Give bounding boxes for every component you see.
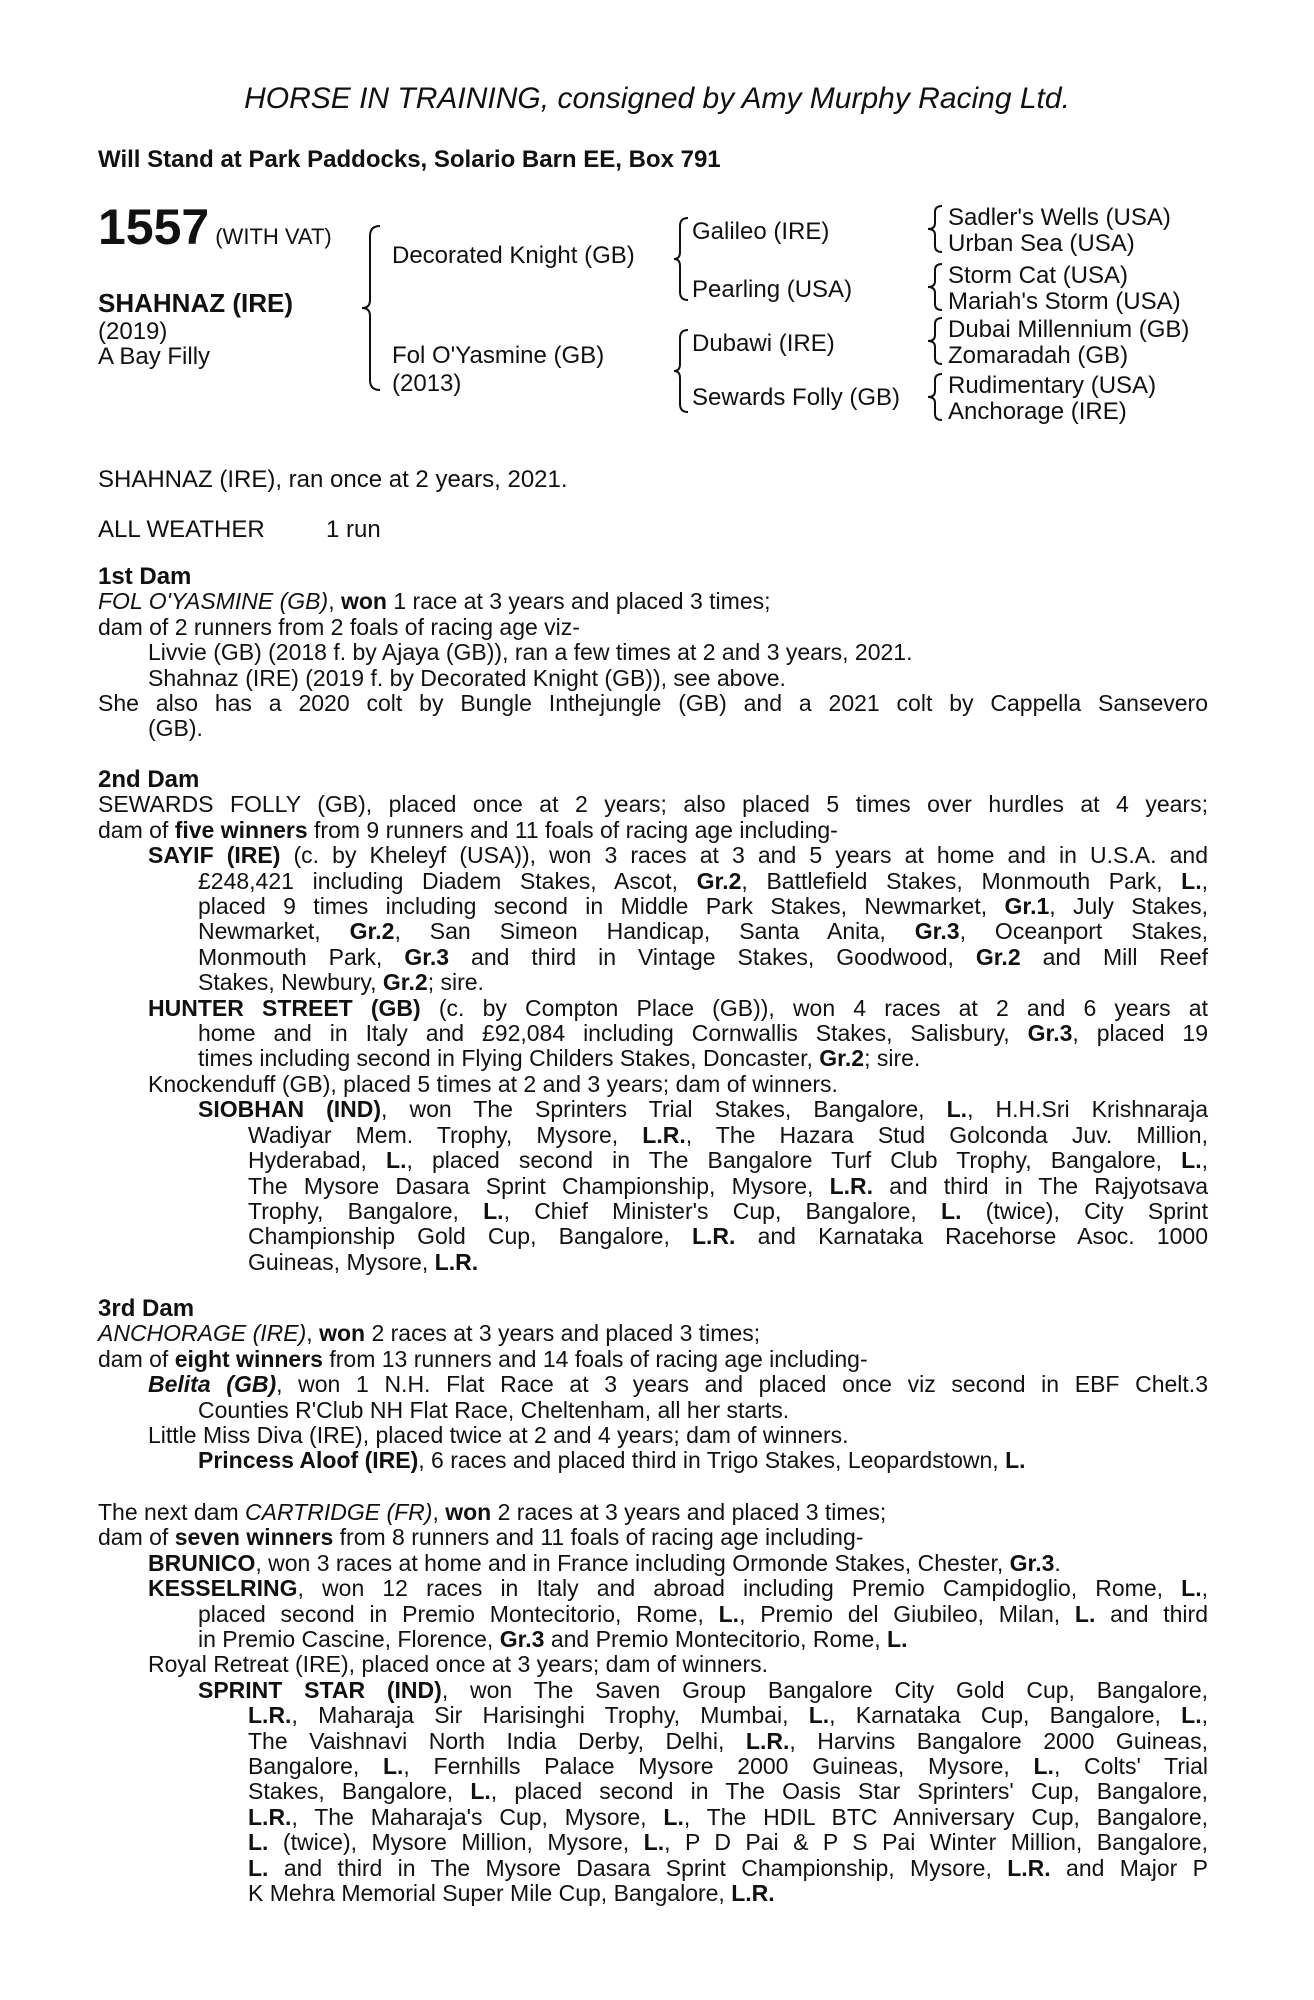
sprint-star-line-2 bbox=[98, 1703, 1208, 1728]
winners-count: eight winners bbox=[174, 1345, 323, 1372]
text: , placed 19 bbox=[1072, 1020, 1208, 1047]
text: (c. by Kheleyf (USA)), won 3 races at 3 and 5 years at home and in U.S.A. and bbox=[280, 842, 1208, 869]
third-dam-title: 3rd Dam bbox=[98, 1295, 195, 1322]
grade: L. bbox=[1033, 1753, 1054, 1780]
hunter-line bbox=[98, 996, 1208, 1021]
grade: Gr.3 bbox=[1009, 1549, 1055, 1576]
text: from 13 runners and 14 foals of racing age including- bbox=[322, 1345, 868, 1372]
second-dam-produce-intro bbox=[98, 818, 1208, 843]
text: ; sire. bbox=[427, 969, 484, 996]
text: (twice), Mysore Million, Mysore, bbox=[268, 1829, 644, 1856]
text: placed second in Premio Montecitorio, Rome, bbox=[198, 1600, 719, 1627]
grade: L.R. bbox=[829, 1172, 874, 1199]
little-miss-diva-line: Little Miss Diva (IRE), placed twice at 2 and 4 years; dam of winners. bbox=[148, 1422, 849, 1449]
grade: L. bbox=[1005, 1447, 1026, 1474]
pedigree-dam-year: (2013) bbox=[392, 370, 462, 397]
winners-count: seven winners bbox=[174, 1524, 334, 1551]
pedigree-sire-dam: Pearling (USA) bbox=[692, 276, 853, 303]
text: , bbox=[306, 1320, 320, 1347]
brunico-line bbox=[98, 1551, 1208, 1576]
text: The Vaishnavi North India Derby, Delhi, bbox=[248, 1727, 746, 1754]
text: and third in Vintage Stakes, Goodwood, bbox=[449, 943, 976, 970]
text: , Colts' Trial bbox=[1053, 1753, 1209, 1780]
grade: L. bbox=[663, 1803, 684, 1830]
text: and Mill Reef bbox=[1020, 943, 1208, 970]
text: placed 9 times including second in Middle Park Stakes, Newmarket, bbox=[198, 893, 1005, 920]
pedigree-sire: Decorated Knight (GB) bbox=[392, 242, 635, 269]
grade: L. bbox=[941, 1197, 962, 1224]
pedigree-dss: Dubai Millennium (GB) bbox=[948, 316, 1190, 343]
hunter-street-name: HUNTER STREET (GB) bbox=[148, 994, 421, 1021]
pedigree-brace-gs4 bbox=[926, 372, 946, 422]
pedigree-sss: Sadler's Wells (USA) bbox=[948, 204, 1171, 231]
text: and third in The Rajyotsava bbox=[873, 1172, 1208, 1199]
pedigree-brace-sire bbox=[672, 216, 692, 302]
sayif-line-3 bbox=[98, 894, 1208, 919]
text: dam of bbox=[98, 1524, 175, 1551]
grade: L. bbox=[1074, 1600, 1096, 1627]
grade: L.R. bbox=[745, 1727, 790, 1754]
text: , bbox=[1201, 867, 1208, 894]
text: , won 3 races at home and in France including Ormonde Stakes, Chester, bbox=[255, 1549, 1010, 1576]
race-summary: SHAHNAZ (IRE), ran once at 2 years, 2021. bbox=[98, 466, 568, 493]
pedigree-sds: Storm Cat (USA) bbox=[948, 262, 1129, 289]
text: and Major P bbox=[1050, 1854, 1208, 1881]
sayif-line-5 bbox=[98, 945, 1208, 970]
pedigree-dsd: Zomaradah (GB) bbox=[948, 342, 1129, 369]
won-label: won bbox=[340, 588, 387, 615]
sayif-line bbox=[98, 843, 1208, 868]
won-label: won bbox=[445, 1499, 492, 1525]
text: Newmarket, bbox=[198, 918, 350, 945]
grade: Gr.2 bbox=[696, 867, 742, 894]
text: times including second in Flying Childers Stakes, Doncaster, bbox=[198, 1045, 820, 1072]
text: , bbox=[432, 1499, 446, 1525]
sprint-star-name: SPRINT STAR (IND) bbox=[198, 1676, 442, 1703]
text: , Chief Minister's Cup, Bangalore, bbox=[503, 1197, 942, 1224]
grade: L. bbox=[248, 1829, 269, 1856]
grade: L. bbox=[470, 1778, 491, 1805]
pedigree-sdd: Mariah's Storm (USA) bbox=[948, 288, 1181, 315]
pedigree-dam-sire: Dubawi (IRE) bbox=[692, 330, 835, 357]
grade: Gr.1 bbox=[1004, 893, 1050, 920]
text: Hyderabad, bbox=[248, 1147, 387, 1174]
sayif-line-4 bbox=[98, 919, 1208, 944]
grade: L.R. bbox=[691, 1223, 736, 1250]
text: , San Simeon Handicap, Santa Anita, bbox=[394, 918, 915, 945]
text: , placed second in The Oasis Star Sprinters' Cup, Bangalore, bbox=[490, 1778, 1209, 1805]
grade: L.R. bbox=[1007, 1854, 1051, 1881]
text: 2 races at 3 years and placed 3 times; bbox=[491, 1499, 887, 1525]
siobhan-line-5 bbox=[98, 1199, 1208, 1224]
first-dam-line bbox=[98, 589, 1208, 614]
grade: L. bbox=[382, 1753, 404, 1780]
siobhan-line-3 bbox=[98, 1148, 1208, 1173]
text: 2 races at 3 years and placed 3 times; bbox=[365, 1320, 761, 1347]
grade: Gr.3 bbox=[499, 1626, 545, 1653]
text: , The Maharaja's Cup, Mysore, bbox=[291, 1803, 664, 1830]
sprint-star-line-3 bbox=[98, 1729, 1208, 1754]
grade: Gr.3 bbox=[914, 918, 960, 945]
stand-location: Will Stand at Park Paddocks, Solario Barn EE, Box 791 bbox=[98, 146, 721, 173]
grade: Gr.3 bbox=[404, 943, 450, 970]
first-dam-title: 1st Dam bbox=[98, 563, 192, 590]
text: dam of bbox=[98, 816, 175, 843]
first-dam-note: She also has a 2020 colt by Bungle Inthejungle (GB) and a 2021 colt by Cappella Sansevero bbox=[98, 690, 1208, 717]
pedigree-dam: Fol O'Yasmine (GB) bbox=[392, 342, 605, 369]
text: £248,421 including Diadem Stakes, Ascot, bbox=[198, 867, 697, 894]
grade: L. bbox=[483, 1197, 504, 1224]
fourth-dam-line bbox=[98, 1500, 1208, 1525]
text: , July Stakes, bbox=[1049, 893, 1208, 920]
third-dam-name: ANCHORAGE (IRE) bbox=[98, 1320, 307, 1347]
knockenduff-line: Knockenduff (GB), placed 5 times at 2 and 3 years; dam of winners. bbox=[148, 1070, 838, 1097]
text: , bbox=[1201, 1575, 1208, 1602]
text: Bangalore, bbox=[248, 1753, 383, 1780]
grade: L. bbox=[386, 1147, 407, 1174]
siobhan-line-7 bbox=[98, 1250, 1208, 1275]
belita-name: Belita (GB) bbox=[148, 1371, 277, 1398]
sprint-star-line-4 bbox=[98, 1754, 1208, 1779]
grade: L.R. bbox=[248, 1803, 292, 1830]
text: The next dam bbox=[98, 1499, 246, 1525]
grade: Gr.2 bbox=[819, 1045, 865, 1072]
grade: L.R. bbox=[434, 1248, 479, 1275]
grade: Gr.3 bbox=[1027, 1020, 1073, 1047]
hunter-line-3 bbox=[98, 1046, 1208, 1071]
belita-line bbox=[98, 1372, 1208, 1397]
second-dam-line: SEWARDS FOLLY (GB), placed once at 2 years; also placed 5 times over hurdles at 4 years; bbox=[98, 791, 1208, 818]
text: dam of bbox=[98, 1345, 175, 1372]
princess-aloof-name: Princess Aloof (IRE) bbox=[198, 1447, 419, 1474]
text: , Karnataka Cup, Bangalore, bbox=[829, 1702, 1182, 1729]
text: , H.H.Sri Krishnaraja bbox=[967, 1096, 1208, 1123]
grade: L. bbox=[718, 1600, 740, 1627]
siobhan-line-4 bbox=[98, 1174, 1208, 1199]
lot-number-value: 1557 bbox=[98, 199, 210, 255]
text: , won The Sprinters Trial Stakes, Bangalore, bbox=[381, 1096, 947, 1123]
text: , bbox=[328, 588, 341, 615]
brunico-name: BRUNICO bbox=[148, 1549, 256, 1576]
pedigree-brace-gs2 bbox=[926, 262, 946, 312]
text: (c. by Compton Place (GB)), won 4 races at 2 and 6 years at bbox=[420, 994, 1208, 1021]
sprint-star-line-6 bbox=[98, 1805, 1208, 1830]
fourth-dam-produce-intro bbox=[98, 1525, 1208, 1550]
sprint-star-line-9 bbox=[98, 1881, 1208, 1906]
produce-livvie: Livvie (GB) (2018 f. by Ajaya (GB)), ran a few times at 2 and 3 years, 2021. bbox=[148, 639, 913, 666]
text: , won The Saven Group Bangalore City Gold Cup, Bangalore, bbox=[441, 1676, 1208, 1703]
grade: L. bbox=[248, 1854, 269, 1881]
grade: L. bbox=[1181, 1702, 1202, 1729]
first-dam-note-cont: (GB). bbox=[148, 715, 203, 742]
text: . bbox=[1054, 1549, 1061, 1576]
text: in Premio Cascine, Florence, bbox=[198, 1626, 500, 1653]
vat-note: (WITH VAT) bbox=[215, 224, 332, 249]
text: 1 race at 3 years and placed 3 times; bbox=[386, 588, 771, 615]
third-dam-produce-intro bbox=[98, 1347, 1208, 1372]
grade: L. bbox=[887, 1626, 908, 1653]
text: ; sire. bbox=[864, 1045, 921, 1072]
text: , Harvins Bangalore 2000 Guineas, bbox=[789, 1727, 1208, 1754]
first-dam-section bbox=[98, 564, 1208, 742]
sprint-star-line-7 bbox=[98, 1830, 1208, 1855]
text: Championship Gold Cup, Bangalore, bbox=[248, 1223, 692, 1250]
third-dam-section bbox=[98, 1296, 1208, 1474]
text: , P D Pai & P S Pai Winter Million, Bangalore, bbox=[664, 1829, 1208, 1856]
grade: L. bbox=[1181, 1575, 1202, 1602]
all-weather-label: ALL WEATHER bbox=[98, 516, 265, 543]
winners-count: five winners bbox=[174, 816, 308, 843]
siobhan-line bbox=[98, 1097, 1208, 1122]
text: , won 1 N.H. Flat Race at 3 years and placed once viz second in EBF Chelt.3 bbox=[276, 1371, 1208, 1398]
text: Trophy, Bangalore, bbox=[248, 1197, 484, 1224]
text: Guineas, Mysore, bbox=[248, 1248, 435, 1275]
princess-aloof-line bbox=[98, 1448, 1208, 1473]
pedigree-sire-sire: Galileo (IRE) bbox=[692, 218, 830, 245]
text: Stakes, Newbury, bbox=[198, 969, 383, 996]
text: from 9 runners and 11 foals of racing age including- bbox=[307, 816, 838, 843]
text: K Mehra Memorial Super Mile Cup, Bangalore, bbox=[248, 1880, 732, 1907]
text: Wadiyar Mem. Trophy, Mysore, bbox=[248, 1121, 643, 1148]
fourth-dam-section bbox=[98, 1500, 1208, 1907]
first-dam-name: FOL O'YASMINE (GB) bbox=[98, 588, 329, 615]
text: , Fernhills Palace Mysore 2000 Guineas, Mysore, bbox=[403, 1753, 1034, 1780]
third-dam-line bbox=[98, 1321, 1208, 1346]
pedigree-ddd: Anchorage (IRE) bbox=[948, 398, 1127, 425]
text: , Battlefield Stakes, Monmouth Park, bbox=[741, 867, 1182, 894]
text: , Premio del Giubileo, Milan, bbox=[739, 1600, 1075, 1627]
text: home and in Italy and £92,084 including Cornwallis Stakes, Salisbury, bbox=[198, 1020, 1028, 1047]
text: and Karnataka Racehorse Asoc. 1000 bbox=[735, 1223, 1208, 1250]
sprint-star-line bbox=[98, 1678, 1208, 1703]
kesselring-line-2 bbox=[98, 1602, 1208, 1627]
grade: L. bbox=[643, 1829, 665, 1856]
grade: L. bbox=[808, 1702, 830, 1729]
pedigree-brace-gs1 bbox=[926, 204, 946, 254]
grade: Gr.2 bbox=[349, 918, 395, 945]
grade: L. bbox=[1181, 1147, 1202, 1174]
kesselring-line-3 bbox=[98, 1627, 1208, 1652]
text: and Premio Montecitorio, Rome, bbox=[544, 1626, 888, 1653]
text: Stakes, Bangalore, bbox=[248, 1778, 471, 1805]
text: , Oceanport Stakes, bbox=[959, 918, 1208, 945]
lot-number bbox=[98, 199, 332, 262]
pedigree-dam-dam: Sewards Folly (GB) bbox=[692, 384, 901, 411]
sayif-name: SAYIF (IRE) bbox=[148, 842, 281, 869]
text: , bbox=[1201, 1147, 1208, 1174]
text: (twice), City Sprint bbox=[961, 1197, 1208, 1224]
sprint-star-line-8 bbox=[98, 1856, 1208, 1881]
sprint-star-line-5 bbox=[98, 1779, 1208, 1804]
horse-name: SHAHNAZ (IRE) bbox=[98, 288, 293, 318]
belita-line-2: Counties R'Club NH Flat Race, Cheltenham, all her starts. bbox=[198, 1396, 790, 1423]
sayif-line-6 bbox=[98, 970, 1208, 995]
consignor-header: HORSE IN TRAINING, consigned by Amy Murphy Racing Ltd. bbox=[244, 82, 1070, 115]
grade: L.R. bbox=[248, 1702, 292, 1729]
pedigree-brace-dam bbox=[672, 328, 692, 414]
hunter-line-2 bbox=[98, 1021, 1208, 1046]
grade: L. bbox=[1181, 867, 1202, 894]
text: The Mysore Dasara Sprint Championship, Mysore, bbox=[248, 1172, 830, 1199]
second-dam-title: 2nd Dam bbox=[98, 766, 200, 793]
text: , placed second in The Bangalore Turf Club Trophy, Bangalore, bbox=[406, 1147, 1182, 1174]
first-dam-produce-intro: dam of 2 runners from 2 foals of racing age viz- bbox=[98, 613, 580, 640]
second-dam-section bbox=[98, 767, 1208, 1275]
pedigree-brace-gs3 bbox=[926, 316, 946, 366]
text: , The Hazara Stud Golconda Juv. Million, bbox=[685, 1121, 1208, 1148]
produce-shahnaz: Shahnaz (IRE) (2019 f. by Decorated Knight (GB)), see above. bbox=[148, 664, 786, 691]
grade: Gr.2 bbox=[382, 969, 428, 996]
won-label: won bbox=[319, 1320, 366, 1347]
fourth-dam-name: CARTRIDGE (FR) bbox=[245, 1499, 433, 1525]
pedigree-brace-main bbox=[360, 224, 384, 392]
text: and third in The Mysore Dasara Sprint Championship, Mysore, bbox=[268, 1854, 1008, 1881]
text: Monmouth Park, bbox=[198, 943, 405, 970]
grade: L.R. bbox=[642, 1121, 686, 1148]
grade: L.R. bbox=[731, 1880, 775, 1907]
text: , The HDIL BTC Anniversary Cup, Bangalore, bbox=[683, 1803, 1208, 1830]
pedigree-ssd: Urban Sea (USA) bbox=[948, 230, 1135, 257]
kesselring-name: KESSELRING bbox=[148, 1575, 298, 1602]
text: from 8 runners and 11 foals of racing age including- bbox=[333, 1524, 864, 1551]
pedigree-dds: Rudimentary (USA) bbox=[948, 372, 1157, 399]
siobhan-line-2 bbox=[98, 1123, 1208, 1148]
grade: L. bbox=[946, 1096, 968, 1123]
sayif-line-2 bbox=[98, 869, 1208, 894]
royal-retreat-line: Royal Retreat (IRE), placed once at 3 years; dam of winners. bbox=[148, 1651, 769, 1678]
text: , Maharaja Sir Harisinghi Trophy, Mumbai, bbox=[291, 1702, 809, 1729]
grade: Gr.2 bbox=[975, 943, 1021, 970]
text: , won 12 races in Italy and abroad including Premio Campidoglio, Rome, bbox=[297, 1575, 1182, 1602]
siobhan-name: SIOBHAN (IND) bbox=[198, 1096, 382, 1123]
text: , 6 races and placed third in Trigo Stakes, Leopardstown, bbox=[418, 1447, 1006, 1474]
all-weather-value: 1 run bbox=[326, 516, 381, 543]
text: and third bbox=[1095, 1600, 1208, 1627]
horse-year: (2019) bbox=[98, 318, 168, 345]
horse-description: A Bay Filly bbox=[98, 343, 211, 370]
kesselring-line bbox=[98, 1576, 1208, 1601]
siobhan-line-6 bbox=[98, 1224, 1208, 1249]
text: , bbox=[1201, 1702, 1208, 1729]
